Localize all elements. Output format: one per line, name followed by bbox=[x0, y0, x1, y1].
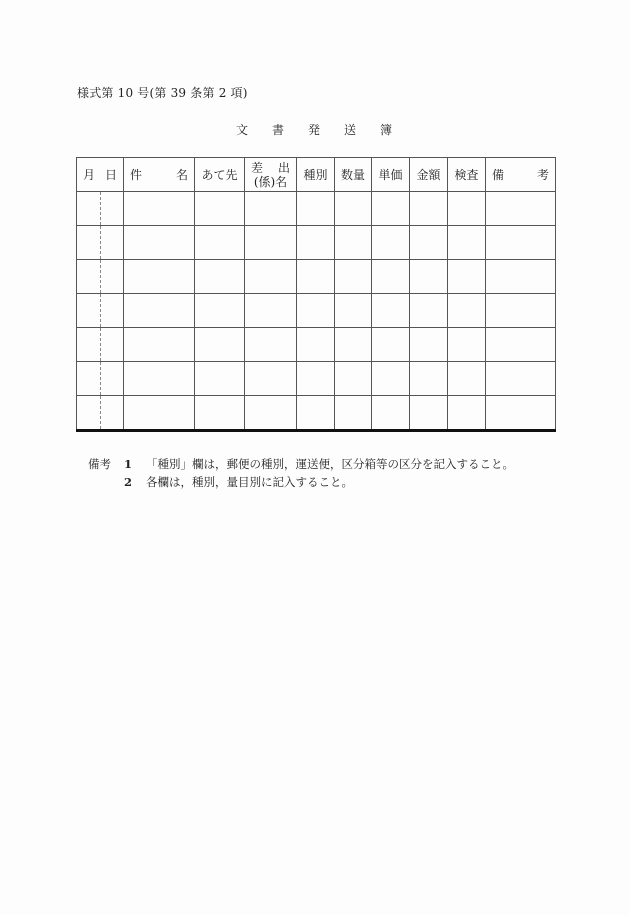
table-cell[interactable] bbox=[245, 226, 297, 260]
table-cell[interactable] bbox=[335, 226, 372, 260]
date-cell[interactable] bbox=[77, 294, 124, 328]
header-subject bbox=[124, 158, 195, 192]
date-cell[interactable] bbox=[77, 328, 124, 362]
table-cell[interactable] bbox=[372, 260, 410, 294]
table-cell[interactable] bbox=[335, 328, 372, 362]
header-month: 月 bbox=[83, 168, 96, 182]
remarks-notes bbox=[88, 455, 514, 491]
table-cell[interactable] bbox=[335, 396, 372, 431]
table-cell[interactable] bbox=[195, 294, 245, 328]
date-cell[interactable] bbox=[77, 192, 124, 226]
header-remarks-2: 考 bbox=[536, 168, 549, 182]
title-char: 簿 bbox=[380, 123, 393, 137]
table-cell[interactable] bbox=[195, 362, 245, 396]
notes-heading: 備考 bbox=[88, 457, 111, 471]
header-quantity: 数量 bbox=[335, 158, 372, 192]
header-row bbox=[77, 158, 556, 192]
dispatch-ledger-table bbox=[76, 157, 556, 432]
header-sender-1: 差 bbox=[251, 160, 264, 175]
table-row bbox=[77, 328, 556, 362]
table-cell[interactable] bbox=[410, 294, 448, 328]
table-cell[interactable] bbox=[372, 226, 410, 260]
header-unit-price: 単価 bbox=[372, 158, 410, 192]
table-cell[interactable] bbox=[448, 396, 486, 431]
table-cell[interactable] bbox=[245, 328, 297, 362]
header-inspection: 検査 bbox=[448, 158, 486, 192]
note-number: 2 bbox=[124, 475, 133, 489]
date-cell[interactable] bbox=[77, 260, 124, 294]
table-cell[interactable] bbox=[297, 226, 335, 260]
table-row bbox=[77, 226, 556, 260]
note-text: 各欄は，種別，量目別に記入すること。 bbox=[146, 475, 353, 489]
table-cell[interactable] bbox=[448, 226, 486, 260]
table-cell[interactable] bbox=[124, 362, 195, 396]
table-cell[interactable] bbox=[486, 362, 556, 396]
table-cell[interactable] bbox=[372, 192, 410, 226]
table-cell[interactable] bbox=[448, 362, 486, 396]
table-row bbox=[77, 294, 556, 328]
table-cell[interactable] bbox=[486, 260, 556, 294]
table-cell[interactable] bbox=[297, 192, 335, 226]
header-sender-line2: (係)名 bbox=[253, 174, 288, 189]
date-cell[interactable] bbox=[77, 396, 124, 431]
table-cell[interactable] bbox=[195, 328, 245, 362]
table-cell[interactable] bbox=[124, 192, 195, 226]
table-cell[interactable] bbox=[448, 328, 486, 362]
date-cell[interactable] bbox=[77, 226, 124, 260]
note-item bbox=[88, 473, 514, 491]
table-cell[interactable] bbox=[195, 396, 245, 431]
table-cell[interactable] bbox=[448, 294, 486, 328]
title-char: 発 bbox=[308, 123, 321, 137]
table-cell[interactable] bbox=[195, 192, 245, 226]
table-cell[interactable] bbox=[372, 396, 410, 431]
table-cell[interactable] bbox=[486, 294, 556, 328]
table-cell[interactable] bbox=[297, 362, 335, 396]
table-cell[interactable] bbox=[486, 328, 556, 362]
form-number-label: 様式第 10 号(第 39 条第 2 項) bbox=[77, 86, 248, 100]
table-cell[interactable] bbox=[486, 192, 556, 226]
title-char: 書 bbox=[272, 123, 285, 137]
table-row bbox=[77, 362, 556, 396]
table-cell[interactable] bbox=[297, 328, 335, 362]
note-number: 1 bbox=[124, 457, 133, 471]
table-cell[interactable] bbox=[335, 260, 372, 294]
table-row bbox=[77, 260, 556, 294]
title-char: 文 bbox=[236, 123, 249, 137]
table-cell[interactable] bbox=[195, 226, 245, 260]
table-cell[interactable] bbox=[297, 396, 335, 431]
table-cell[interactable] bbox=[372, 328, 410, 362]
table-row bbox=[77, 192, 556, 226]
header-day: 日 bbox=[104, 168, 117, 182]
header-remarks-1: 備 bbox=[492, 168, 505, 182]
table-cell[interactable] bbox=[335, 192, 372, 226]
table-cell[interactable] bbox=[245, 192, 297, 226]
note-item bbox=[88, 455, 514, 473]
table-cell[interactable] bbox=[335, 294, 372, 328]
table-cell[interactable] bbox=[124, 294, 195, 328]
date-cell[interactable] bbox=[77, 362, 124, 396]
table-cell[interactable] bbox=[486, 396, 556, 431]
table-cell[interactable] bbox=[486, 226, 556, 260]
table-cell[interactable] bbox=[372, 294, 410, 328]
table-cell[interactable] bbox=[372, 362, 410, 396]
table-cell[interactable] bbox=[124, 328, 195, 362]
header-amount: 金額 bbox=[410, 158, 448, 192]
header-date bbox=[77, 158, 124, 192]
table-cell[interactable] bbox=[448, 260, 486, 294]
table-cell[interactable] bbox=[297, 294, 335, 328]
table-cell[interactable] bbox=[245, 260, 297, 294]
table-cell[interactable] bbox=[448, 192, 486, 226]
table-cell[interactable] bbox=[410, 260, 448, 294]
table-cell[interactable] bbox=[245, 396, 297, 431]
header-sender-2: 出 bbox=[277, 160, 290, 175]
table-cell[interactable] bbox=[245, 362, 297, 396]
table-cell[interactable] bbox=[410, 328, 448, 362]
header-type: 種別 bbox=[297, 158, 335, 192]
table-cell[interactable] bbox=[124, 396, 195, 431]
title-char: 送 bbox=[344, 123, 357, 137]
table-cell[interactable] bbox=[410, 192, 448, 226]
header-sender bbox=[245, 158, 297, 192]
table-cell[interactable] bbox=[410, 396, 448, 431]
table-cell[interactable] bbox=[124, 226, 195, 260]
table-cell[interactable] bbox=[410, 362, 448, 396]
ledger-body bbox=[77, 192, 556, 431]
header-subject-2: 名 bbox=[175, 168, 188, 182]
document-title bbox=[236, 121, 416, 138]
table-cell[interactable] bbox=[195, 260, 245, 294]
table-cell[interactable] bbox=[410, 226, 448, 260]
header-recipient: あて先 bbox=[195, 158, 245, 192]
table-cell[interactable] bbox=[124, 260, 195, 294]
note-indent bbox=[88, 473, 124, 491]
table-cell[interactable] bbox=[297, 260, 335, 294]
table-row bbox=[77, 396, 556, 431]
header-remarks bbox=[486, 158, 556, 192]
table-cell[interactable] bbox=[245, 294, 297, 328]
table-cell[interactable] bbox=[335, 362, 372, 396]
header-subject-1: 件 bbox=[130, 168, 143, 182]
note-text: 「種別」欄は，郵便の種別，運送便，区分箱等の区分を記入すること。 bbox=[146, 457, 514, 471]
